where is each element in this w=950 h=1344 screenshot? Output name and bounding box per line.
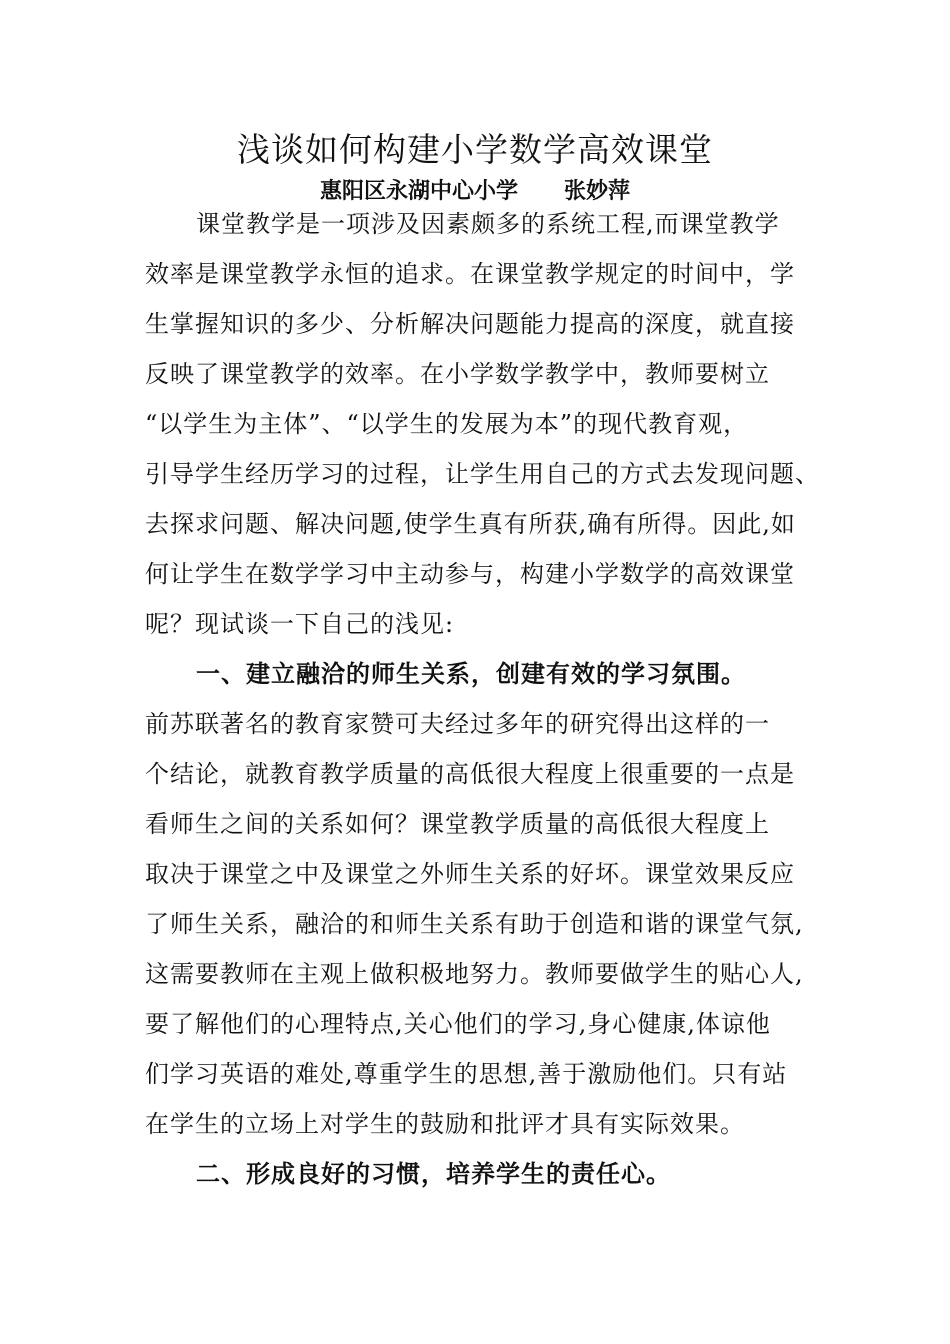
text-line: 何让学生在数学学习中主动参与，构建小学数学的高效课堂 <box>145 560 795 588</box>
text-line: 个结论，就教育教学质量的高低很大程度上很重要的一点是 <box>145 760 795 788</box>
text-line: 呢？现试谈一下自己的浅见: <box>145 610 455 638</box>
text-line: 前苏联著名的教育家赞可夫经过多年的研究得出这样的一 <box>145 710 770 738</box>
byline <box>0 177 950 207</box>
text-line: 引导学生经历学习的过程，让学生用自己的方式去发现问题、 <box>145 460 820 488</box>
text-line: 看师生之间的关系如何？课堂教学质量的高低很大程度上 <box>145 810 770 838</box>
text-line: 们学习英语的难处,尊重学生的思想,善于激励他们。只有站 <box>145 1060 788 1088</box>
document-title: 浅谈如何构建小学数学高效课堂 <box>237 130 713 169</box>
text-line: 去探求问题、解决问题,使学生真有所获,确有所得。因此,如 <box>145 510 796 538</box>
text-line: 这需要教师在主观上做积极地努力。教师要做学生的贴心人, <box>145 960 804 988</box>
text-line: 效率是课堂教学永恒的追求。在课堂教学规定的时间中，学 <box>145 260 795 288</box>
byline-author: 张妙萍 <box>564 179 631 204</box>
text-line: 了师生关系，融洽的和师生关系有助于创造和谐的课堂气氛, <box>145 910 804 938</box>
text-line: 课堂教学是一项涉及因素颇多的系统工程,而课堂教学 <box>196 210 780 238</box>
text-line: 在学生的立场上对学生的鼓励和批评才具有实际效果。 <box>145 1110 745 1138</box>
section-heading: 一、建立融洽的师生关系，创建有效的学习氛围。 <box>196 660 746 688</box>
text-line: 取决于课堂之中及课堂之外师生关系的好坏。课堂效果反应 <box>145 860 795 888</box>
text-line: 生掌握知识的多少、分析解决问题能力提高的深度，就直接 <box>145 310 795 338</box>
section-heading: 二、形成良好的习惯，培养学生的责任心。 <box>196 1160 671 1188</box>
text-line: “以学生为主体”、“以学生的发展为本”的现代教育观， <box>145 410 749 438</box>
text-line: 要了解他们的心理特点,关心他们的学习,身心健康,体谅他 <box>145 1010 771 1038</box>
byline-school: 惠阳区永湖中心小学 <box>319 179 518 204</box>
text-line: 反映了课堂教学的效率。在小学数学教学中，教师要树立 <box>145 360 770 388</box>
